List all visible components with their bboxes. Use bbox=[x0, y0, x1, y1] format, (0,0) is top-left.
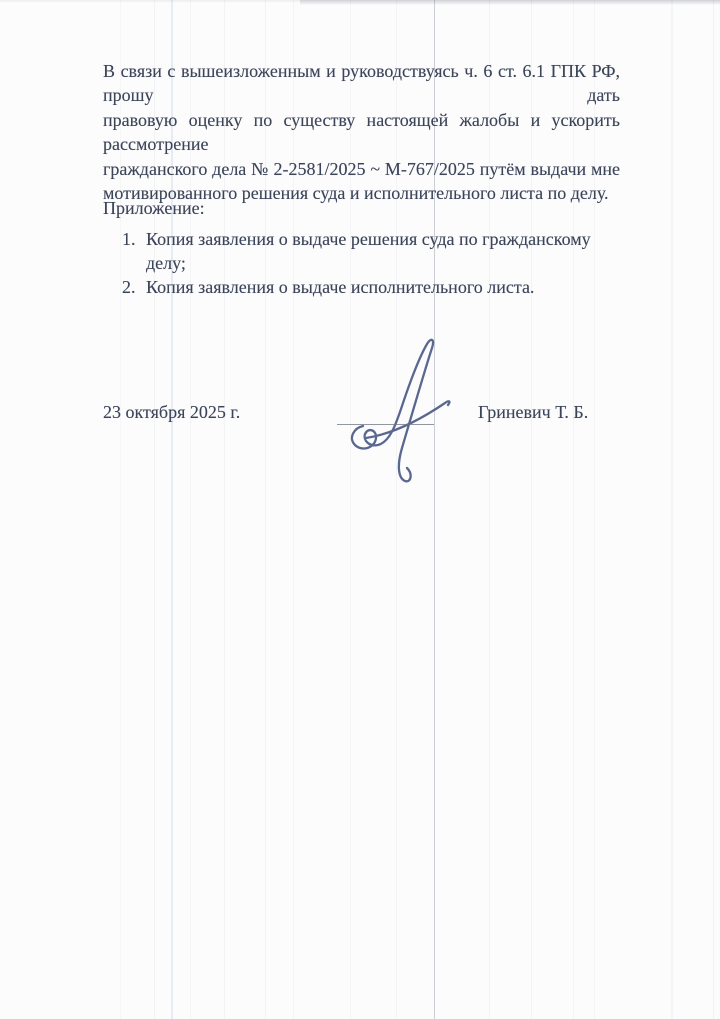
handwritten-signature-icon bbox=[328, 328, 480, 492]
paragraph-line: мотивированного решения суда и исполнительного листа по делу. bbox=[103, 183, 609, 204]
attachment-item-text: Копия заявления о выдаче исполнительного листа. bbox=[146, 277, 535, 297]
scan-artifact-top bbox=[300, 0, 720, 5]
attachment-item bbox=[122, 275, 602, 299]
scan-streak bbox=[671, 0, 673, 1019]
attachment-item bbox=[122, 227, 602, 275]
attachments-list bbox=[122, 227, 602, 299]
scan-streak bbox=[713, 0, 714, 1019]
signatory-name: Гриневич Т. Б. bbox=[478, 402, 589, 422]
date-line: 23 октября 2025 г. bbox=[103, 402, 241, 422]
closing-paragraph bbox=[103, 59, 620, 205]
attachment-item-number: 2. bbox=[122, 277, 136, 297]
attachment-item-text: Копия заявления о выдаче решения суда по гражданскому делу; bbox=[146, 229, 591, 273]
attachments-heading: Приложение: bbox=[103, 198, 205, 218]
attachment-item-number: 1. bbox=[122, 229, 136, 249]
paragraph-line: правовую оценку по существу настоящей жалобы и ускорить рассмотрение bbox=[103, 109, 620, 155]
scan-artifact-top bbox=[0, 0, 300, 3]
paragraph-line: В связи с вышеизложенным и руководствуясь ч. 6 ст. 6.1 ГПК РФ, прошу дать bbox=[103, 61, 620, 106]
signature-line bbox=[337, 424, 434, 425]
paragraph-line: гражданского дела № 2-2581/2025 ~ М-767/2025 путём выдачи мне bbox=[103, 158, 620, 179]
